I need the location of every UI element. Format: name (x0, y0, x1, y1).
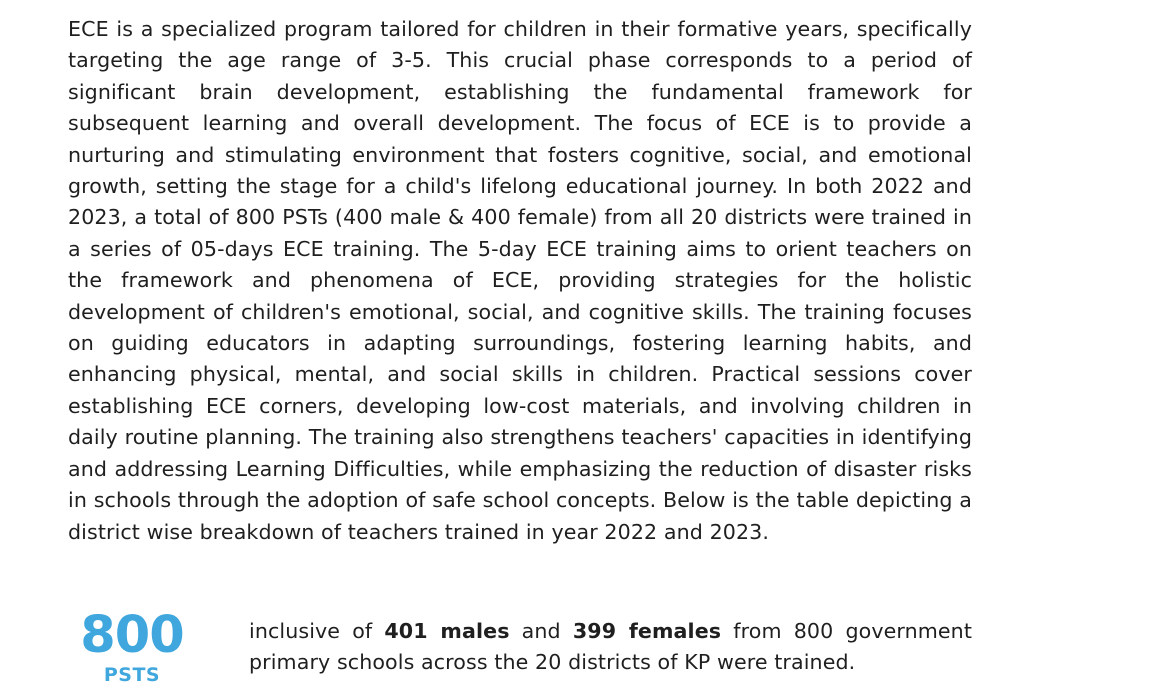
stat-callout (0, 606, 1152, 691)
stat-text-prefix: inclusive of (249, 619, 385, 643)
stat-description (249, 616, 972, 679)
stat-text-and: and (509, 619, 573, 643)
body-paragraph: ECE is a specialized program tailored for children in their formative years, specifically targeting the age range of 3-5. This crucial phase corresponds to a period of significant brain development, establishing the fundamental framework for subsequent learning and overall development. The focus of ECE is to provide a nurturing and stimulating environment that fosters cognitive, social, and emotional growth, setting the stage for a child's lifelong educational journey. In both 2022 and 2023, a total of 800 PSTs (400 male & 400 female) from all 20 districts were trained in a series of 05-days ECE training. The 5-day ECE training aims to orient teachers on the framework and phenomena of ECE, providing strategies for the holistic development of children's emotional, social, and cognitive skills. The training focuses on guiding educators in adapting surroundings, fostering learning habits, and enhancing physical, mental, and social skills in children. Practical sessions cover establishing ECE corners, developing low-cost materials, and involving children in daily routine planning. The training also strengthens teachers' capacities in identifying and addressing Learning Difficulties, while emphasizing the reduction of disaster risks in schools through the adoption of safe school concepts. Below is the table depicting a district wise breakdown of teachers trained in year 2022 and 2023. (68, 17, 972, 544)
stat-text-suffix: from 800 government primary schools across the 20 districts of KP were trained. (249, 619, 972, 675)
stat-females: 399 females (572, 619, 722, 643)
stat-number: 800 (80, 606, 184, 665)
stat-males: 401 males (384, 619, 510, 643)
stat-unit: PSTS (103, 664, 161, 686)
